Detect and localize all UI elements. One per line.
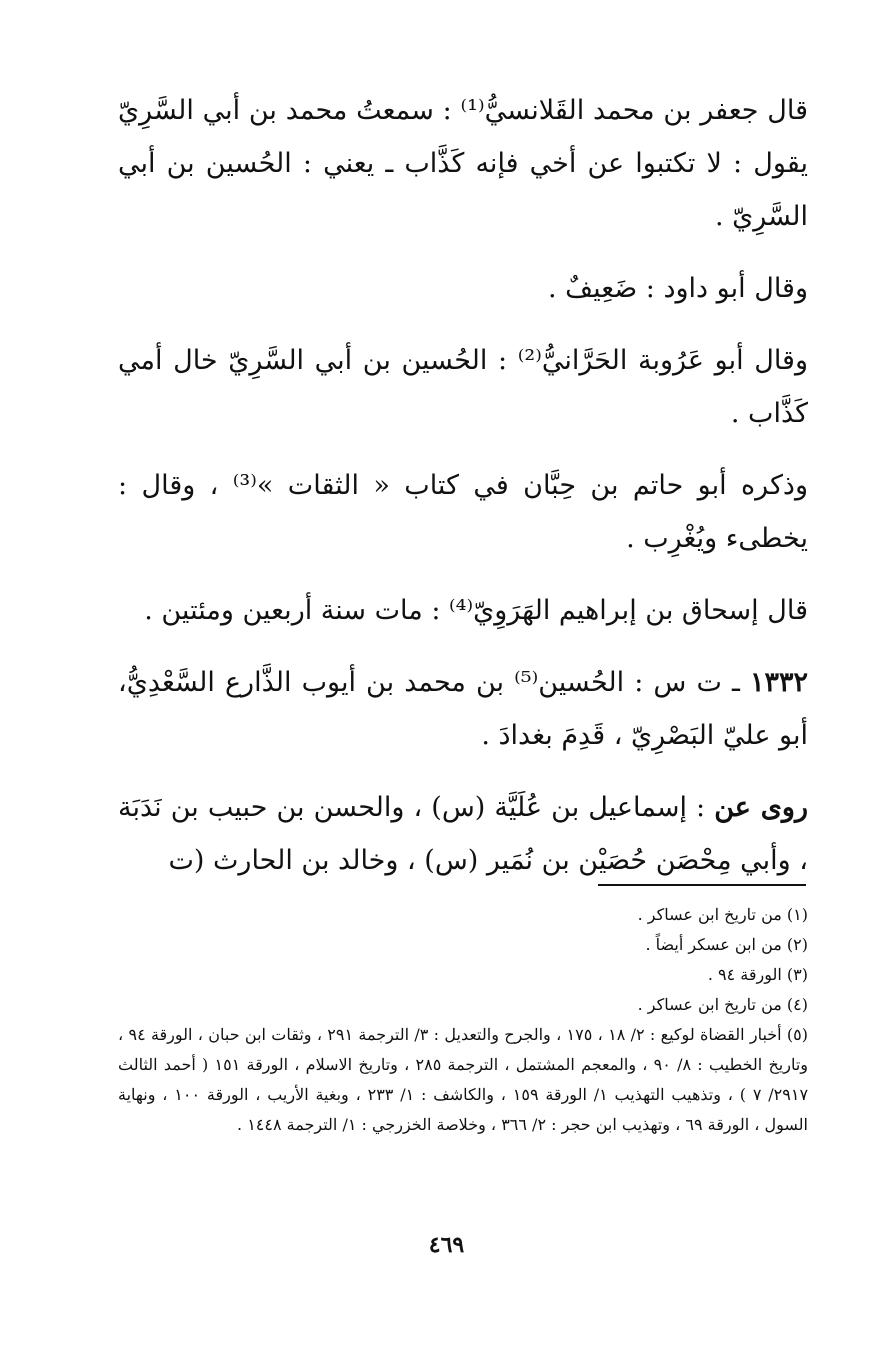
paragraph-jafar-qalanisi: قال جعفر بن محمد القَلانسيُّ⁽¹⁾ : سمعتُ محمد بن أبي السَّرِيّ يقول : لا تكتبوا عن أخي فإنه كَذَّاب ـ يعني : الحُسين بن أبي السَّرِيّ . — [118, 95, 808, 232]
footnote-1: (١) من تاريخ ابن عساكر . — [637, 905, 808, 924]
paragraph-abu-aruba: وقال أبو عَرُوبة الحَرَّانيُّ⁽²⁾ : الحُسين بن أبي السَّرِيّ خال أمي كَذَّاب . — [118, 345, 809, 429]
paragraph-abu-dawud: وقال أبو داود : ضَعِيفٌ . — [548, 273, 808, 304]
narrators-text: : إسماعيل بن عُلَيَّة (س) ، والحسن بن حبيب بن نَدَبَة ، وأبي مِحْصَن حُصَيْن بن نُمَير (س) ، وخالد بن الحارث (ت — [118, 792, 808, 876]
footnote-5: (٥) أخبار القضاة لوكيع : ٢/ ١٨ ، ١٧٥ ، والجرح والتعديل : ٣/ الترجمة ٢٩١ ، وثقات ابن حبان ، الورقة ٩٤ ، وتاريخ الخطيب : ٨/ ٩٠ ، والمعجم المشتمل ، الترجمة ٢٨٥ ، وتاريخ الاسلام ، الورقة ١٥١ ( أحمد الثالث ٢٩١٧/ ٧ ) ، وتذهيب التهذيب ١/ الورقة ١٥٩ ، والكاشف : ١/ ٢٣٣ ، وبغية الأريب ، الورقة ١٠٠ ، ونهاية السول ، الورقة ٦٩ ، وتهذيب ابن حجر : ٢/ ٣٦٦ ، وخلاصة الخزرجي : ١/ الترجمة ١٤٤٨ . — [118, 1025, 809, 1134]
entry-text: ـ ت س : الحُسين⁽⁵⁾ بن محمد بن أيوب الذَّارع السَّعْدِيُّ، أبو عليّ البَصْرِيّ ، قَدِمَ بغدادَ . — [118, 667, 808, 751]
footnote-3: (٣) الورقة ٩٤ . — [707, 965, 808, 984]
narrators-paragraph — [118, 781, 808, 887]
main-text — [118, 84, 808, 906]
footnote-2: (٢) من ابن عسكر أيضاً . — [645, 935, 808, 954]
entry-number: ١٣٣٢ — [749, 667, 808, 698]
entry-heading — [118, 656, 808, 762]
paragraph-ishaq-harawi: قال إسحاق بن إبراهيم الهَرَوِيّ⁽⁴⁾ : مات سنة أربعين ومئتين . — [144, 595, 808, 626]
footnotes — [118, 900, 808, 1140]
page-number: ٤٦٩ — [428, 1232, 465, 1258]
paragraph-ibn-hibban: وذكره أبو حاتم بن حِبَّان في كتاب « الثقات »⁽³⁾ ، وقال : يخطىء ويُغْرِب . — [118, 470, 808, 554]
narrators-label: روى عن — [714, 792, 808, 823]
footnote-4: (٤) من تاريخ ابن عساكر . — [637, 995, 808, 1014]
footnote-divider — [598, 884, 806, 886]
